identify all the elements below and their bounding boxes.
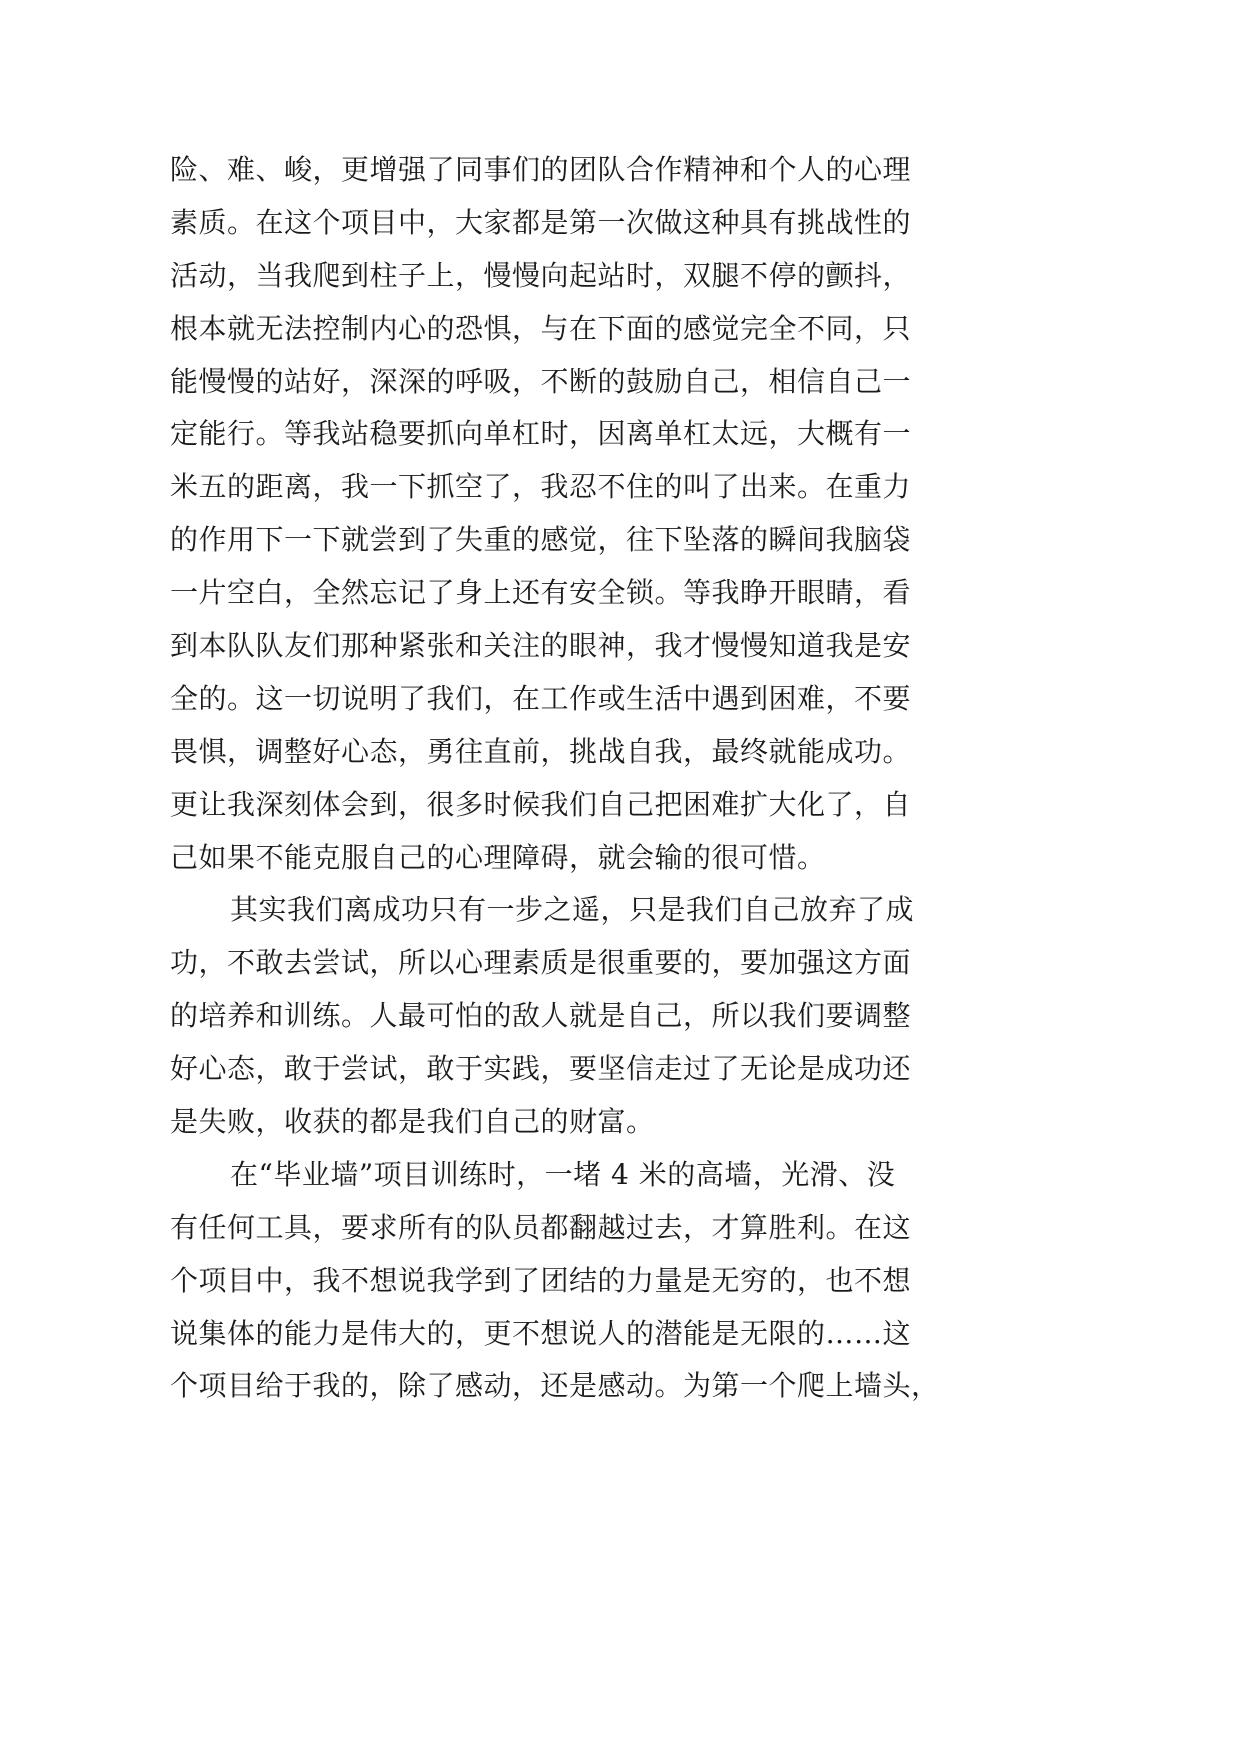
text-line: 说集体的能力是伟大的，更不想说人的潜能是无限的……这 bbox=[170, 1316, 912, 1350]
text-line: 全的。这一切说明了我们，在工作或生活中遇到困难，不要 bbox=[170, 681, 912, 715]
text-line: 个项目中，我不想说我学到了团结的力量是无穷的，也不想 bbox=[170, 1263, 912, 1297]
text-line: 己如果不能克服自己的心理障碍，就会输的很可惜。 bbox=[170, 840, 826, 874]
text-line: 畏惧，调整好心态，勇往直前，挑战自我，最终就能成功。 bbox=[170, 734, 912, 768]
text-line: 险、难、峻，更增强了同事们的团队合作精神和个人的心理 bbox=[170, 153, 912, 186]
text-line: 米五的距离，我一下抓空了，我忍不住的叫了出来。在重力 bbox=[170, 470, 912, 504]
text-line: 个项目给于我的，除了感动，还是感动。为第一个爬上墙头， bbox=[170, 1369, 940, 1403]
text-line: 其实我们离成功只有一步之遥，只是我们自己放弃了成 bbox=[230, 893, 915, 927]
text-line: 的培养和训练。人最可怕的敌人就是自己，所以我们要调整 bbox=[170, 999, 912, 1033]
text-line: 功，不敢去尝试，所以心理素质是很重要的，要加强这方面 bbox=[170, 946, 912, 980]
text-line: 是失败，收获的都是我们自己的财富。 bbox=[170, 1105, 655, 1139]
text-line: 到本队队友们那种紧张和关注的眼神，我才慢慢知道我是安 bbox=[170, 629, 912, 663]
text-line: 素质。在这个项目中，大家都是第一次做这种具有挑战性的 bbox=[170, 205, 912, 239]
text-line: 的作用下一下就尝到了失重的感觉，往下坠落的瞬间我脑袋 bbox=[170, 523, 912, 557]
text-line: 更让我深刻体会到，很多时候我们自己把困难扩大化了，自 bbox=[170, 787, 912, 821]
text-line: 活动，当我爬到柱子上，慢慢向起站时，双腿不停的颤抖， bbox=[170, 258, 912, 292]
text-line: 根本就无法控制内心的恐惧，与在下面的感觉完全不同，只 bbox=[170, 311, 912, 345]
text-line: 能慢慢的站好，深深的呼吸，不断的鼓励自己，相信自己一 bbox=[170, 364, 912, 398]
text-line: 一片空白，全然忘记了身上还有安全锁。等我睁开眼睛，看 bbox=[170, 576, 912, 610]
text-line: 好心态，敢于尝试，敢于实践，要坚信走过了无论是成功还 bbox=[170, 1052, 912, 1086]
text-line: 在“毕业墙”项目训练时，一堵 4 米的高墙，光滑、没 bbox=[230, 1157, 896, 1191]
text-line: 有任何工具，要求所有的队员都翻越过去，才算胜利。在这 bbox=[170, 1210, 912, 1244]
document-body bbox=[170, 144, 945, 1413]
text-line: 定能行。等我站稳要抓向单杠时，因离单杠太远，大概有一 bbox=[170, 417, 912, 451]
